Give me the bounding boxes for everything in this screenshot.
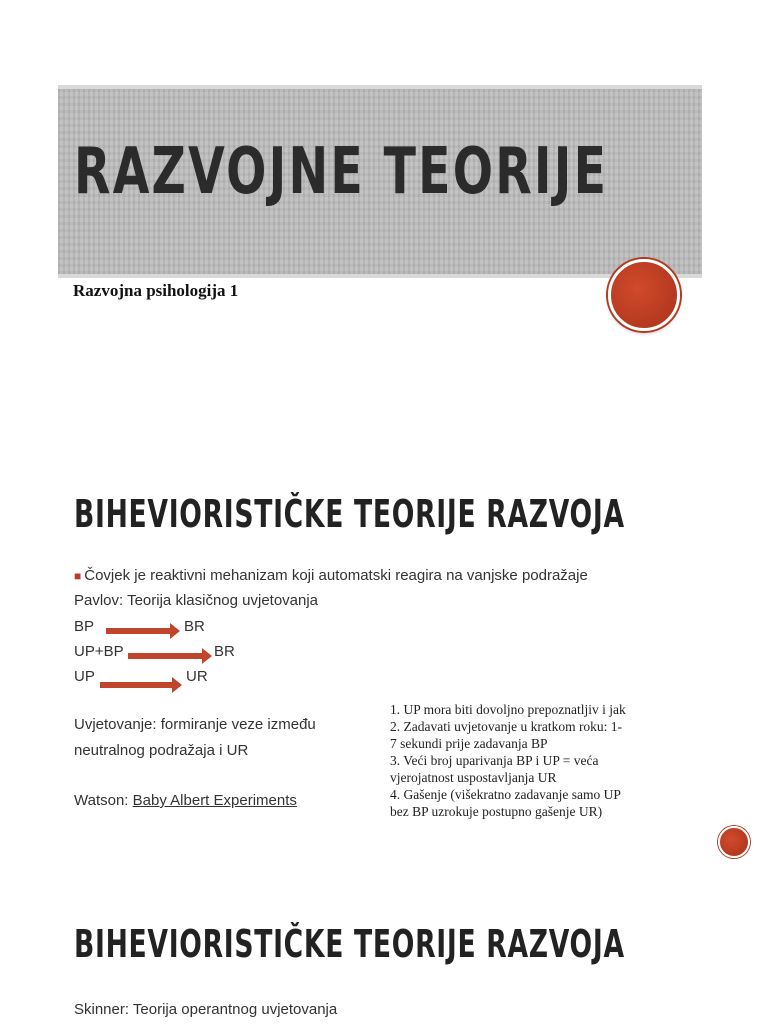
note-line: 7 sekundi prije zadavanja BP (390, 736, 548, 751)
watson-prefix: Watson: (74, 792, 133, 809)
skinner-line: Skinner: Teorija operantnog uvjetovanja (74, 1001, 338, 1018)
note-line: 2. Zadavati uvjetovanje u kratkom roku: 1- (390, 719, 623, 734)
definition-line: neutralnog podražaja i UR (74, 742, 249, 759)
arrow-right-icon (128, 647, 212, 665)
slide-title (0, 0, 768, 435)
note-line: vjerojatnost uspostavljanja UR (390, 770, 557, 785)
bullet-point (74, 567, 588, 584)
slide-subtitle: Razvojna psihologija 1 (73, 281, 239, 300)
arrow-right-icon (100, 676, 182, 694)
note-line: bez BP uzrokuje postupno gašenje UR) (390, 804, 603, 819)
watson-line (74, 792, 297, 809)
slide-title-text: RAZVOJNE TEORIJE (74, 135, 609, 209)
row-left-label: BP (74, 618, 95, 635)
definition-line: Uvjetovanje: formiranje veze između (74, 716, 316, 733)
row-left-label: UP (74, 668, 95, 685)
slide-heading: BIHEVIORISTIČKE TEORIJE RAZVOJA (74, 922, 625, 966)
bullet-icon: ■ (74, 569, 82, 583)
slide-behaviorist-1 (0, 435, 768, 870)
note-line: 4. Gašenje (višekratno zadavanje samo UP (390, 787, 621, 802)
row-left-label: UP+BP (74, 643, 124, 660)
row-right-label: BR (184, 618, 205, 635)
baby-albert-link[interactable]: Baby Albert Experiments (132, 792, 297, 809)
note-line: 1. UP mora biti dovoljno prepoznatljiv i jak (390, 702, 626, 717)
note-line: 3. Veći broj uparivanja BP i UP = veća (390, 753, 599, 768)
decorative-circle-icon (718, 826, 750, 858)
arrow-right-icon (106, 622, 180, 640)
decorative-circle-icon (608, 259, 680, 331)
row-right-label: BR (214, 643, 235, 660)
conditioning-notes (390, 701, 690, 820)
slide-behaviorist-2 (0, 870, 768, 1024)
bullet-text: Čovjek je reaktivni mehanizam koji automatski reagira na vanjske podražaje (84, 567, 588, 584)
pavlov-line: Pavlov: Teorija klasičnog uvjetovanja (74, 592, 319, 609)
row-right-label: UR (186, 668, 208, 685)
slide-heading: BIHEVIORISTIČKE TEORIJE RAZVOJA (74, 492, 625, 536)
